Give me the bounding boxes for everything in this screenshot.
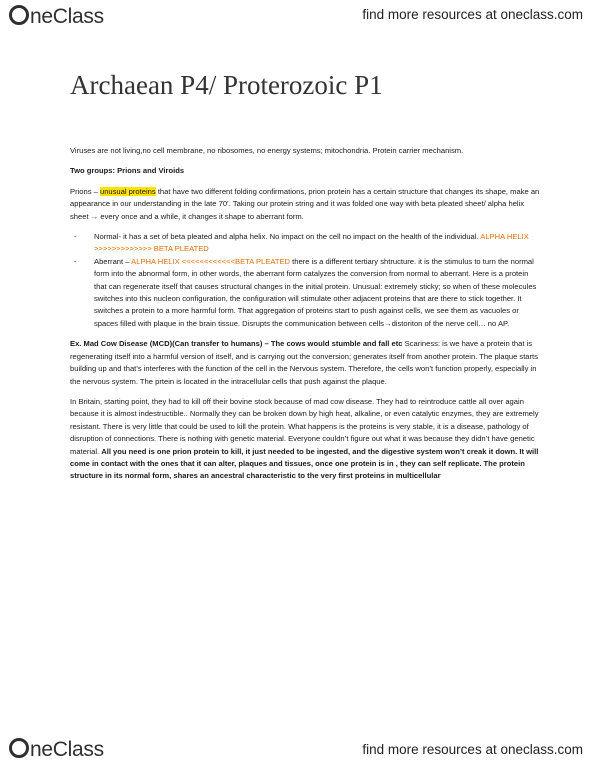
text-span: Scariness: is we have a protein that is regenerating itself into a harmful version of itself, and is carrying out the conversion; generates itself from another protein. The plaque starts building up and that’s interferes with the function of the cell in the Nervous system. Therefore, the cells won’t function properly, especially in the nervous system. The prtein is located in the intracellular cells that push against the plaque. [70, 339, 538, 386]
bullet-list [70, 231, 542, 330]
bottom-banner [0, 732, 595, 770]
bold-text: Ex. Mad Cow Disease (MCD)(Can transfer to humans) – The cows would stumble and fall etc [70, 339, 403, 349]
bold-text: All you need is one prion protein to kill, it just needed to be ingested, and the digestive system won’t creak it down. It will come in contact with the ones that it can alter, plaques and tissues, once one protein is in , they can self replicate. The protein structure in its normal form, shares an ancestral characteristic to the very first proteins in multicellular [70, 446, 539, 481]
find-resources-link[interactable]: find more resources at oneclass.com [362, 7, 583, 22]
text-span: In Britain, starting point, they had to kill off their bovine stock because of mad cow disease. They had to reintroduce cattle all over again because it is almost indestructible.. Normally they can be broken down by high heat, alkaline, or even catalytic enzymes, they are extremely resistant. There is very little that could be used to kill the protein. What happens is the proteins is very stable, it is a disease, pathology of disruption of connections. There is nothing with genetic material. Everyone couldn’t figure out what it was because they didn’t have genetic material. [70, 396, 539, 456]
paragraph-viruses: Viruses are not living,no cell membrane, no ribosomes, no energy systems; mitochondria. Protein carrier mechanism. [70, 146, 464, 155]
find-resources-link[interactable]: find more resources at oneclass.com [362, 742, 583, 757]
top-banner [0, 0, 595, 34]
text-span: there is a different tertiary shtructure. it is the stimulus to turn the normal form into the abnormal form, in other words, the aberrant form catalyzes the conversion from normal to aberrant. Here is a protein that can regenerate itself that causes structural changes in the initial protein. Unusual: extremely sticky; so when of these molecules switches into this nucleon configuration, the configuration will stimulate other adjacent proteins that are there to stick together. It switches a protein to a more harmful form. That aggregation of proteins start to push against cells, we see them as vacuoles or spaces filled with plaque in the brain tissue. Disrupts the communication between cells→distoriton of the nerve cell… no AP. [94, 256, 537, 328]
text-span: Normal- it has a set of beta pleated and alpha helix. No impact on the cell no impact on the health of the individual. [94, 232, 481, 242]
text-span: Aberrant – [94, 256, 132, 266]
paragraph-mad-cow [70, 338, 542, 388]
bullet-dash: - [74, 232, 77, 242]
paragraph-britain [70, 396, 542, 483]
logo-circle-icon [9, 738, 29, 758]
logo-text: neClass [30, 738, 104, 761]
oneclass-logo[interactable] [9, 5, 104, 29]
paragraph-prions [70, 186, 542, 223]
bullet-dash: - [74, 256, 77, 266]
highlighted-text: unusual proteins [99, 186, 156, 196]
text-span: that have two different folding confirmations, prion protein has a certain structure that changes its shape, make an appearance in our understanding in the late 70’. Taking our protein string and it was folded one way with beta pleated sheet/ alpha helix sheet → every once and a while, it changes it shape to aberrant form. [70, 186, 540, 221]
document-body [70, 145, 542, 491]
list-item-normal [70, 231, 542, 256]
logo-circle-icon [9, 5, 29, 25]
orange-text: ALPHA HELIX <<<<<<<<<<<<BETA PLEATED [131, 256, 291, 266]
orange-text: ALPHA HELIX >>>>>>>>>>>>> BETA PLEATED [94, 232, 529, 254]
list-item-aberrant [70, 256, 542, 330]
text-span: Prions – [70, 186, 100, 196]
logo-text: neClass [30, 5, 104, 28]
heading-two-groups: Two groups: Prions and Viroids [70, 166, 185, 176]
document-title: Archaean P4/ Proterozoic P1 [70, 70, 383, 100]
oneclass-logo[interactable] [9, 738, 104, 762]
